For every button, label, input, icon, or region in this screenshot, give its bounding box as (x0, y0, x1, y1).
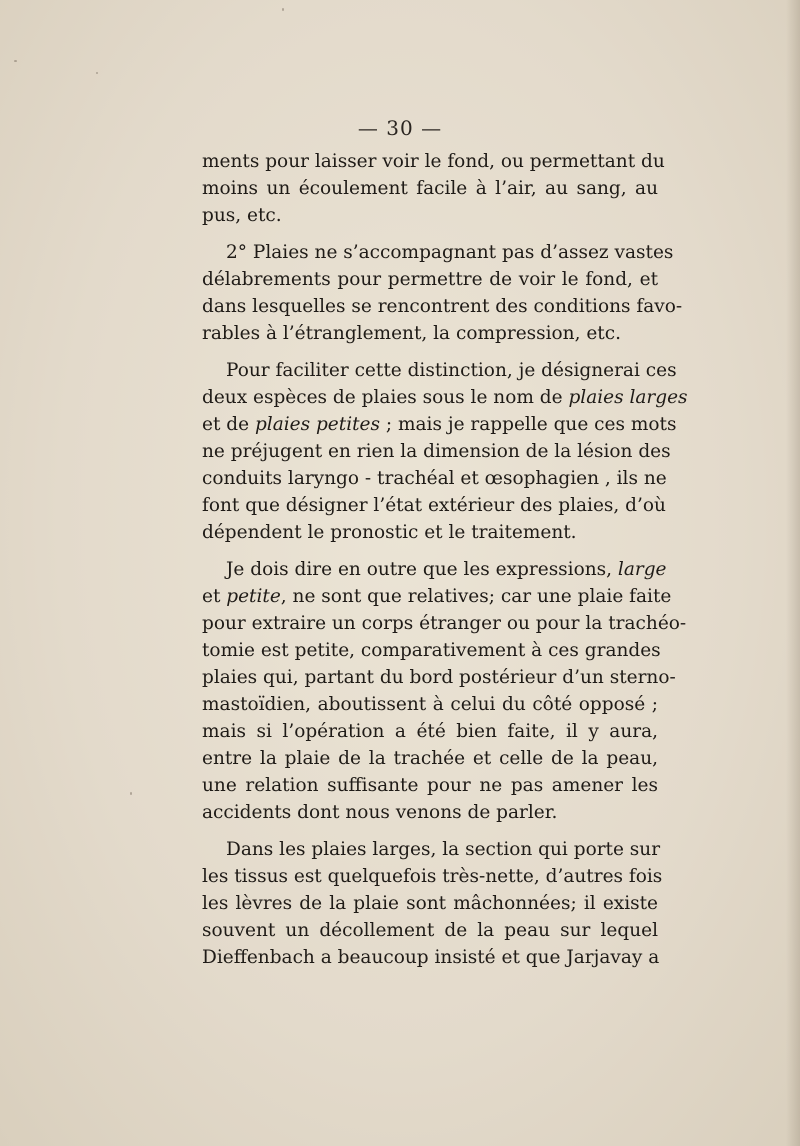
text-run: entre la plaie de la trachée et celle de la peau, (202, 748, 658, 769)
text-line (202, 836, 661, 863)
text-run: mais si l’opération a été bien faite, il y aura, (202, 721, 658, 742)
text-run: rables à l’étranglement, la compression, etc. (202, 323, 621, 344)
text-run: Dieffenbach a beaucoup insisté et que Jarjavay a (202, 947, 660, 968)
text-line (202, 664, 676, 691)
text-run: , ne sont que relatives; car une plaie faite (280, 586, 672, 607)
text-run: les tissus est quelquefois très-nette, d’autres fois (202, 866, 663, 887)
paragraph-gap (202, 347, 658, 357)
text-line (202, 384, 688, 411)
text-line (202, 944, 658, 971)
text-line (202, 202, 658, 229)
text-run: font que désigner l’état extérieur des plaies, d’où (202, 495, 666, 516)
text-run: 2° Plaies ne s’accompagnant pas d’assez vastes (226, 242, 674, 263)
text-line (202, 175, 658, 202)
italic-term: petite (226, 586, 281, 607)
paper-speck (282, 8, 284, 11)
text-run: pour extraire un corps étranger ou pour la trachéo- (202, 613, 687, 634)
paper-speck (14, 60, 17, 62)
text-run: et de (202, 414, 255, 435)
text-run: tomie est petite, comparativement à ces grandes (202, 640, 661, 661)
text-run: moins un écoulement facile à l’air, au sang, au (202, 178, 658, 199)
text-line (202, 772, 658, 799)
text-line (202, 610, 687, 637)
text-line (202, 745, 658, 772)
text-line (202, 465, 667, 492)
italic-term: plaies larges (568, 387, 688, 408)
text-run: dans lesquelles se rencontrent des conditions favo- (202, 296, 683, 317)
paragraph-gap (202, 229, 658, 239)
text-run: dépendent le pronostic et le traitement. (202, 522, 577, 543)
text-run: mastoïdien, aboutissent à celui du côté opposé ; (202, 694, 658, 715)
text-line (202, 148, 665, 175)
text-run: Pour faciliter cette distinction, je désignerai ces (226, 360, 677, 381)
text-run: ; mais je rappelle que ces mots (379, 414, 677, 435)
text-run: et (202, 586, 227, 607)
page-edge-shadow (786, 0, 800, 1146)
text-line (202, 519, 658, 546)
text-line (202, 293, 683, 320)
text-line (202, 266, 658, 293)
paragraph-gap (202, 826, 658, 836)
text-line (202, 917, 658, 944)
text-line (202, 556, 667, 583)
paragraph (202, 357, 688, 546)
text-run: ments pour laisser voir le fond, ou permettant du (202, 151, 665, 172)
italic-term: large (617, 559, 667, 580)
text-run: Dans les plaies larges, la section qui porte sur (226, 839, 661, 860)
text-line (202, 411, 677, 438)
text-line (202, 438, 671, 465)
text-run: pus, etc. (202, 205, 282, 226)
text-run: une relation suffisante pour ne pas amener les (202, 775, 658, 796)
text-line (202, 718, 658, 745)
text-line (202, 691, 658, 718)
paragraph (202, 556, 687, 826)
italic-term: plaies petites (254, 414, 380, 435)
paragraph (202, 148, 665, 229)
text-line (202, 637, 661, 664)
text-run: conduits laryngo - trachéal et œsophagien , ils ne (202, 468, 667, 489)
paragraph-gap (202, 546, 658, 556)
paragraph (202, 239, 683, 347)
text-run: deux espèces de plaies sous le nom de (202, 387, 569, 408)
text-line (202, 890, 658, 917)
text-line (202, 320, 658, 347)
body-text (202, 148, 688, 971)
text-run: accidents dont nous venons de parler. (202, 802, 558, 823)
text-run: les lèvres de la plaie sont mâchonnées; il existe (202, 893, 658, 914)
text-line (202, 357, 677, 384)
text-run: ne préjugent en rien la dimension de la lésion des (202, 441, 671, 462)
text-run: délabrements pour permettre de voir le fond, et (202, 269, 658, 290)
text-line (202, 863, 663, 890)
text-line (202, 239, 674, 266)
text-run: plaies qui, partant du bord postérieur d’un sterno- (202, 667, 676, 688)
paper-speck (96, 72, 98, 74)
text-line (202, 799, 658, 826)
paragraph (202, 836, 663, 971)
text-run: souvent un décollement de la peau sur lequel (202, 920, 658, 941)
text-line (202, 492, 666, 519)
paper-speck (130, 792, 132, 795)
text-line (202, 583, 672, 610)
page-number: — 30 — (357, 116, 443, 140)
text-run: Je dois dire en outre que les expressions, (226, 559, 618, 580)
